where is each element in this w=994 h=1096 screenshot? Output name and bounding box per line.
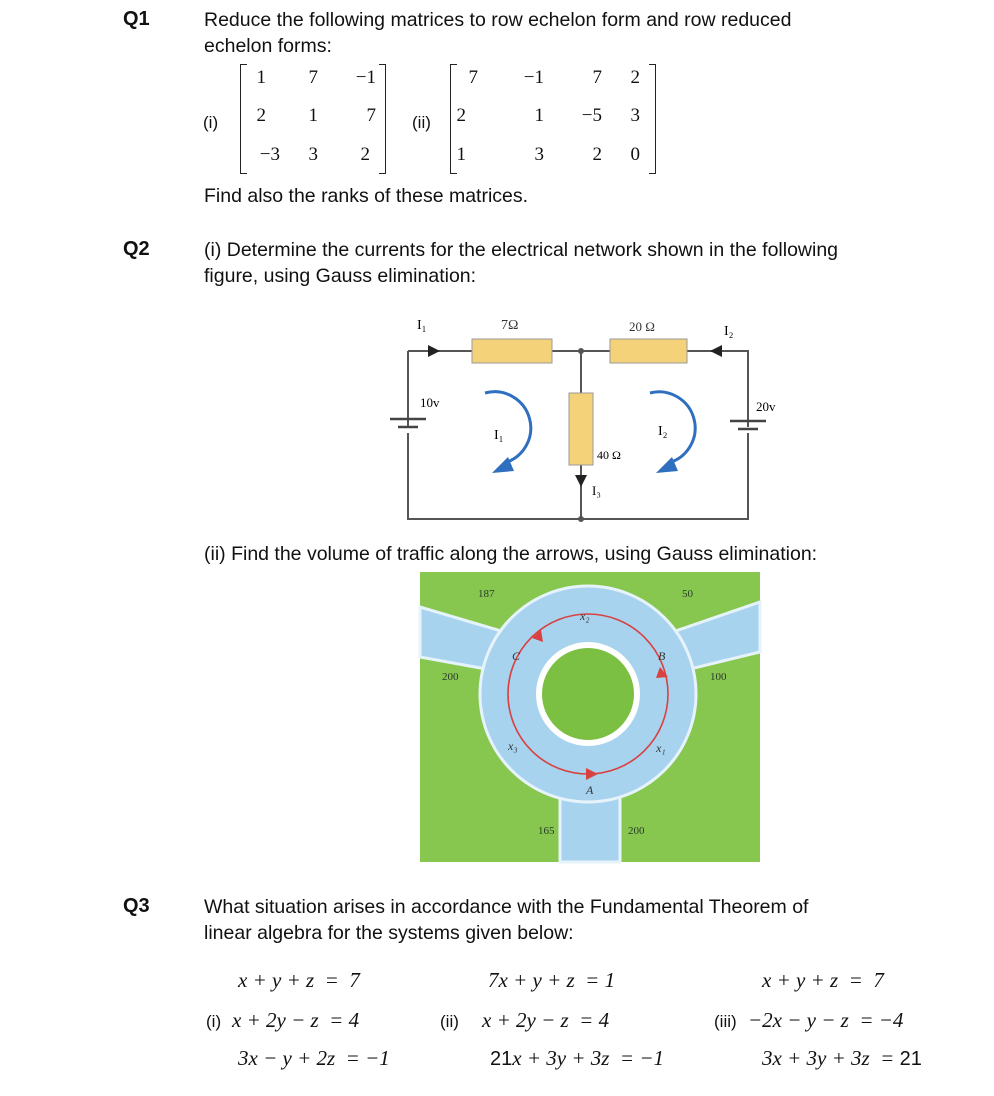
traffic-roundabout [420,572,760,862]
label-50: 50 [682,588,693,600]
sys3-eq3-rhs: 21 [899,1048,922,1070]
q2-part2-text: (ii) Find the volume of traffic along the arrows, using Gauss elimination: [204,543,818,565]
label-100: 100 [710,671,727,683]
junction-dot [578,516,584,522]
label-v2: 20v [756,399,776,414]
sys1-eq2: x + 2y − z = 4 [232,1008,360,1032]
matrix-cell: 2 [630,67,640,88]
q3-text-line2: linear algebra for the systems given below: [204,922,574,944]
label-C: C [512,649,521,663]
q1-ranks-text: Find also the ranks of these matrices. [204,185,529,207]
q1-text-line2: echelon forms: [204,35,332,57]
sys3-eq2: −2x − y − z = −4 [748,1008,904,1032]
matrix-cell: 0 [630,144,640,165]
label-i2-top: I₂ [724,324,734,339]
label-200-left: 200 [442,671,459,683]
q2-part1-line1: (i) Determine the currents for the electrical network shown in the following [204,239,839,261]
matrix-cell: 1 [308,105,318,126]
sys1-eq1: x + y + z = 7 [238,968,360,992]
right-bracket [379,64,386,174]
matrix-cell: 2 [592,144,602,165]
matrix-cell: −3 [259,144,280,165]
label-r3: 40 Ω [597,448,621,462]
matrix-cell: 2 [456,105,466,126]
resistor-7-ohm [472,339,552,363]
roundabout-island [542,648,634,740]
sys2-tag: (ii) [440,1012,459,1031]
sys1-eq3: 3x − y + 2z = −1 [238,1046,390,1070]
q3-label: Q3 [123,895,150,917]
matrix-cell: −1 [355,67,376,88]
matrix-cell: 7 [592,67,602,88]
arrow-left-icon [710,345,722,357]
arrow-right-icon [428,345,440,357]
q1-text-line1: Reduce the following matrices to row echelon form and row reduced [204,9,792,31]
label-r2: 20 Ω [629,319,655,334]
label-B: B [658,649,666,663]
q1-label: Q1 [123,8,150,30]
label-i2-loop: I₂ [658,424,668,439]
label-i1-top: I₁ [417,318,427,333]
sys2-eq3-coef: 21 [490,1048,513,1070]
matrix-cell: 7 [366,105,376,126]
q2-part1-line2: figure, using Gauss elimination: [204,265,477,287]
label-x3: x₃ [508,739,518,753]
loop-arrow-right-icon [650,392,695,463]
label-x2: x₂ [580,609,590,623]
q3-text-line1: What situation arises in accordance with the Fundamental Theorem of [204,896,809,918]
wire [687,351,748,427]
matrix-cell: 3 [534,144,544,165]
junction-dot [578,348,584,354]
label-x1: x₁ [656,741,666,755]
sys2-eq3-rest: x + 3y + 3z = −1 [512,1046,664,1070]
label-r1: 7Ω [501,318,519,333]
label-187: 187 [478,588,495,600]
matrix-cell: −1 [523,67,544,88]
label-A: A [586,783,594,797]
sys3-tag: (iii) [714,1012,737,1031]
sys3-eq3-lhs: 3x + 3y + 3z = [762,1046,900,1070]
label-i1-loop: I₁ [494,428,504,443]
arrow-down-icon [575,475,587,487]
label-v1: 10v [420,395,440,410]
matrix-cell: 3 [308,144,318,165]
resistor-20-ohm [610,339,687,363]
label-165: 165 [538,825,555,837]
matrix-cell: −5 [581,105,602,126]
matrix-cell: 2 [360,144,370,165]
matrix-cell: 1 [534,105,544,126]
sys3-eq1: x + y + z = 7 [762,968,884,992]
sys1-tag: (i) [206,1012,222,1031]
label-200-bottom: 200 [628,825,645,837]
loop-arrow-left-icon [485,392,531,463]
matrix-cell: 7 [308,67,318,88]
q2-label: Q2 [123,238,150,260]
matrix2-tag: (ii) [412,113,431,132]
matrix1 [240,64,390,176]
circuit-diagram [380,305,776,530]
matrix-cell: 1 [456,144,466,165]
matrix2 [450,64,660,176]
sys3-eq3 [762,1046,922,1071]
sys2-eq3 [490,1046,664,1071]
label-i3: I₃ [592,483,601,498]
matrix1-tag: (i) [203,113,219,132]
sys2-eq2: x + 2y − z = 4 [482,1008,610,1032]
matrix-cell: 1 [256,67,266,88]
matrix-cell: 7 [468,67,478,88]
matrix-cell: 3 [630,105,640,126]
right-bracket [649,64,656,174]
resistor-40-ohm [569,393,593,465]
sys2-eq1: 7x + y + z = 1 [488,968,616,992]
matrix-cell: 2 [256,105,266,126]
